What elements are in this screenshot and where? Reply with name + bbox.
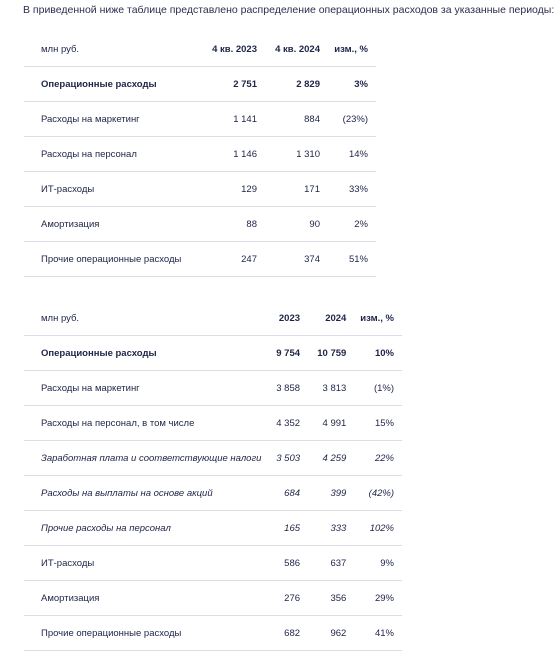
row-label: Операционные расходы <box>24 67 194 102</box>
row-value-prev: 682 <box>261 616 300 651</box>
table-header-row <box>24 301 402 336</box>
row-value-curr: 4 259 <box>300 441 346 476</box>
row-value-prev: 276 <box>261 581 300 616</box>
row-value-prev: 1 141 <box>194 102 257 137</box>
table-header-row <box>24 32 376 67</box>
row-value-prev: 165 <box>261 511 300 546</box>
column-header: 4 кв. 2024 <box>257 32 320 67</box>
row-label: Расходы на выплаты на основе акций <box>24 476 261 511</box>
row-label: ИТ-расходы <box>24 546 261 581</box>
table-row <box>24 172 376 207</box>
row-label: Расходы на персонал <box>24 137 194 172</box>
row-value-curr: 171 <box>257 172 320 207</box>
row-value-prev: 2 751 <box>194 67 257 102</box>
row-change: 9% <box>346 546 402 581</box>
row-change: 14% <box>320 137 376 172</box>
row-value-curr: 4 991 <box>300 406 346 441</box>
row-label: Расходы на маркетинг <box>24 371 261 406</box>
table-row <box>24 67 376 102</box>
row-value-curr: 3 813 <box>300 371 346 406</box>
row-change: (23%) <box>320 102 376 137</box>
row-value-curr: 90 <box>257 207 320 242</box>
row-value-prev: 88 <box>194 207 257 242</box>
row-value-curr: 374 <box>257 242 320 277</box>
row-change: 15% <box>346 406 402 441</box>
table-row <box>24 511 402 546</box>
row-value-curr: 356 <box>300 581 346 616</box>
row-change: (42%) <box>346 476 402 511</box>
row-value-curr: 962 <box>300 616 346 651</box>
table-row <box>24 441 402 476</box>
row-label: Прочие операционные расходы <box>24 616 261 651</box>
row-label: Прочие операционные расходы <box>24 242 194 277</box>
row-value-prev: 4 352 <box>261 406 300 441</box>
table-row <box>24 336 402 371</box>
row-value-curr: 1 310 <box>257 137 320 172</box>
row-label: Амортизация <box>24 207 194 242</box>
row-value-curr: 637 <box>300 546 346 581</box>
row-value-prev: 3 503 <box>261 441 300 476</box>
row-change: 2% <box>320 207 376 242</box>
row-label: Заработная плата и соответствующие налоги <box>24 441 261 476</box>
quarterly-expenses-table <box>24 32 376 277</box>
row-value-prev: 586 <box>261 546 300 581</box>
row-value-curr: 884 <box>257 102 320 137</box>
row-value-prev: 129 <box>194 172 257 207</box>
row-change: 29% <box>346 581 402 616</box>
row-value-prev: 684 <box>261 476 300 511</box>
table-row <box>24 581 402 616</box>
row-change: 3% <box>320 67 376 102</box>
row-change: 102% <box>346 511 402 546</box>
column-header: 2023 <box>261 301 300 336</box>
column-header: изм., % <box>320 32 376 67</box>
column-header: 4 кв. 2023 <box>194 32 257 67</box>
row-value-curr: 2 829 <box>257 67 320 102</box>
column-header: млн руб. <box>24 301 261 336</box>
table-row <box>24 476 402 511</box>
intro-text: В приведенной ниже таблице представлено распределение операционных расходов за указанные периоды: <box>23 4 555 16</box>
row-value-prev: 9 754 <box>261 336 300 371</box>
row-change: 33% <box>320 172 376 207</box>
table-row <box>24 616 402 651</box>
row-value-curr: 10 759 <box>300 336 346 371</box>
column-header: 2024 <box>300 301 346 336</box>
row-change: 10% <box>346 336 402 371</box>
row-label: ИТ-расходы <box>24 172 194 207</box>
column-header: изм., % <box>346 301 402 336</box>
table-row <box>24 406 402 441</box>
row-label: Операционные расходы <box>24 336 261 371</box>
row-value-prev: 247 <box>194 242 257 277</box>
row-change: 51% <box>320 242 376 277</box>
column-header: млн руб. <box>24 32 194 67</box>
row-value-curr: 333 <box>300 511 346 546</box>
row-label: Прочие расходы на персонал <box>24 511 261 546</box>
table-row <box>24 137 376 172</box>
table-row <box>24 242 376 277</box>
row-label: Расходы на маркетинг <box>24 102 194 137</box>
table-row <box>24 102 376 137</box>
table-row <box>24 207 376 242</box>
row-label: Амортизация <box>24 581 261 616</box>
row-label: Расходы на персонал, в том числе <box>24 406 261 441</box>
row-change: (1%) <box>346 371 402 406</box>
row-value-curr: 399 <box>300 476 346 511</box>
row-change: 41% <box>346 616 402 651</box>
table-row <box>24 546 402 581</box>
row-value-prev: 3 858 <box>261 371 300 406</box>
row-change: 22% <box>346 441 402 476</box>
row-value-prev: 1 146 <box>194 137 257 172</box>
table-row <box>24 371 402 406</box>
annual-expenses-table <box>24 301 402 651</box>
